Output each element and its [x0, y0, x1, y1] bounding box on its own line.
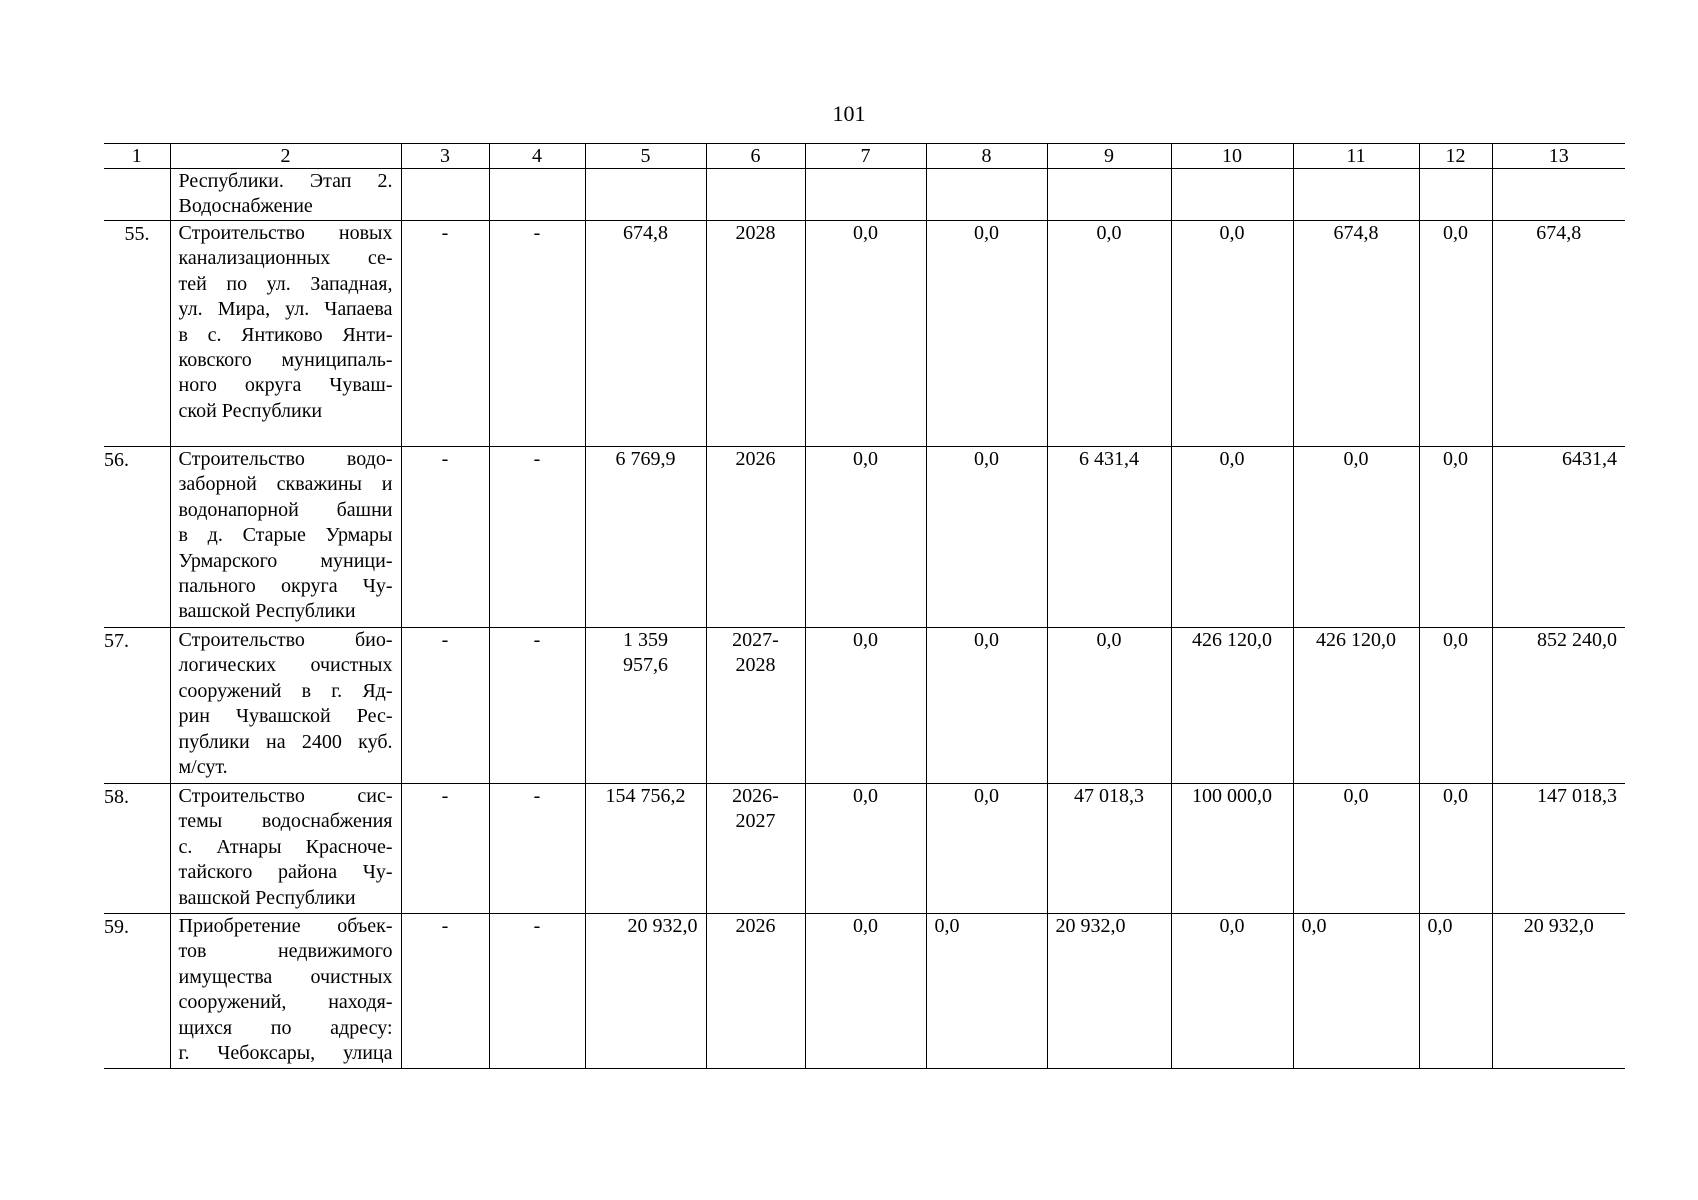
- cell: [1492, 169, 1625, 221]
- cell: -: [489, 447, 585, 628]
- row-name: [170, 221, 401, 447]
- table-row: [104, 447, 1625, 628]
- cell: 0,0: [1419, 221, 1492, 447]
- cell: 0,0: [805, 784, 926, 914]
- cell: [1419, 169, 1492, 221]
- cell: 0,0: [1419, 784, 1492, 914]
- row-name-line: щихся по адресу:: [178, 1016, 393, 1039]
- cell: 0,0: [1419, 447, 1492, 628]
- cell: 0,0: [1047, 628, 1171, 784]
- column-header-7: 7: [805, 144, 926, 169]
- cell-line: 2026-: [732, 785, 779, 807]
- row-name-line: г. Чебоксары, улица: [178, 1042, 393, 1065]
- row-name-line: Урмарского муници-: [178, 549, 393, 572]
- column-header-6: 6: [706, 144, 805, 169]
- row-number: [104, 169, 170, 221]
- cell: [489, 169, 585, 221]
- cell: 6431,4: [1492, 447, 1625, 628]
- row-name-line: Приобретение объек-: [178, 915, 393, 937]
- cell: 147 018,3: [1492, 784, 1625, 914]
- cell: 0,0: [1171, 914, 1293, 1069]
- column-header-12: 12: [1419, 144, 1492, 169]
- column-header-8: 8: [926, 144, 1047, 169]
- cell: 0,0: [1171, 447, 1293, 628]
- cell: 852 240,0: [1492, 628, 1625, 784]
- row-name-line: вашской Республики: [178, 886, 356, 909]
- row-name-line: вашской Республики: [178, 600, 356, 623]
- cell: [1293, 169, 1419, 221]
- row-number: 59.: [104, 914, 170, 1069]
- column-header-1: 1: [104, 144, 170, 169]
- row-name-line: с. Атнары Красноче-: [178, 835, 393, 858]
- row-name-line: заборной скважины и: [178, 473, 393, 496]
- cell: [401, 169, 489, 221]
- row-name: [170, 914, 401, 1069]
- row-number: 57.: [104, 628, 170, 784]
- row-number: 55.: [104, 221, 170, 447]
- cell: 0,0: [1047, 221, 1171, 447]
- row-number: 58.: [104, 784, 170, 914]
- cell: 0,0: [926, 447, 1047, 628]
- cell: [805, 169, 926, 221]
- cell: -: [489, 221, 585, 447]
- cell: [706, 628, 805, 784]
- table-row: [104, 221, 1625, 447]
- row-name-line: в с. Янтиково Янти-: [178, 323, 393, 346]
- cell: -: [489, 628, 585, 784]
- cell: -: [401, 914, 489, 1069]
- cell: 6 769,9: [585, 447, 706, 628]
- row-name: [170, 169, 401, 221]
- row-name-line: логических очистных: [178, 654, 393, 677]
- cell: -: [401, 221, 489, 447]
- row-name: [170, 447, 401, 628]
- cell-line: 1 359: [623, 629, 668, 651]
- cell: [706, 784, 805, 914]
- cell: 0,0: [1419, 914, 1492, 1069]
- cell: -: [489, 914, 585, 1069]
- cell: 426 120,0: [1171, 628, 1293, 784]
- row-name-line: имущества очистных: [178, 965, 393, 988]
- row-name-line: публики на 2400 куб.: [178, 730, 393, 753]
- row-name-line: Водоснабжение: [178, 195, 313, 218]
- row-name-line: пального округа Чу-: [178, 575, 393, 598]
- cell: 0,0: [926, 628, 1047, 784]
- cell: [585, 628, 706, 784]
- column-header-11: 11: [1293, 144, 1419, 169]
- cell: 0,0: [805, 628, 926, 784]
- row-name-line: сооружений, находя-: [178, 991, 393, 1014]
- cell: 47 018,3: [1047, 784, 1171, 914]
- cell-line: 957,6: [623, 654, 668, 677]
- cell: 0,0: [1171, 221, 1293, 447]
- cell: 0,0: [1419, 628, 1492, 784]
- row-name-line: Республики. Этап 2.: [178, 170, 393, 192]
- data-table: [104, 143, 1625, 1069]
- cell: 6 431,4: [1047, 447, 1171, 628]
- row-name-line: Строительство сис-: [178, 785, 393, 807]
- table-row: [104, 914, 1625, 1069]
- cell: 0,0: [926, 221, 1047, 447]
- cell: 2026: [706, 447, 805, 628]
- row-name-line: канализационных се-: [178, 247, 393, 270]
- table-row: [104, 169, 1625, 221]
- column-header-13: 13: [1492, 144, 1625, 169]
- row-name-line: ковского муниципаль-: [178, 349, 393, 372]
- cell: [926, 169, 1047, 221]
- cell: [706, 169, 805, 221]
- page-number: 101: [832, 101, 866, 126]
- row-name-line: водонапорной башни: [178, 498, 393, 521]
- row-name-line: тайского района Чу-: [178, 861, 393, 884]
- cell: 0,0: [1293, 784, 1419, 914]
- column-header-4: 4: [489, 144, 585, 169]
- cell: 0,0: [1293, 914, 1419, 1069]
- cell: 0,0: [805, 221, 926, 447]
- cell: 100 000,0: [1171, 784, 1293, 914]
- row-name-line: м/сут.: [178, 756, 228, 779]
- cell: -: [401, 447, 489, 628]
- row-name: [170, 784, 401, 914]
- header-row: [104, 144, 1625, 169]
- cell: 0,0: [1293, 447, 1419, 628]
- cell: 0,0: [926, 914, 1047, 1069]
- row-name-line: Строительство новых: [178, 222, 393, 244]
- cell: 2028: [706, 221, 805, 447]
- table-row: [104, 784, 1625, 914]
- row-name-line: ного округа Чуваш-: [178, 374, 393, 397]
- cell: 0,0: [926, 784, 1047, 914]
- cell: [1171, 169, 1293, 221]
- cell: -: [401, 784, 489, 914]
- cell: 20 932,0: [585, 914, 706, 1069]
- table-row: [104, 628, 1625, 784]
- cell: [1047, 169, 1171, 221]
- cell: 0,0: [805, 914, 926, 1069]
- column-header-9: 9: [1047, 144, 1171, 169]
- cell: 2026: [706, 914, 805, 1069]
- cell: 0,0: [805, 447, 926, 628]
- row-name-line: сооружений в г. Яд-: [178, 679, 393, 702]
- row-name-line: тей по ул. Западная,: [178, 272, 393, 295]
- row-name: [170, 628, 401, 784]
- cell: 674,8: [1492, 221, 1625, 447]
- cell: [585, 169, 706, 221]
- row-name-line: Строительство био-: [178, 629, 393, 651]
- cell: 674,8: [1293, 221, 1419, 447]
- cell: 154 756,2: [585, 784, 706, 914]
- row-name-line: ской Республики: [178, 399, 323, 422]
- column-header-2: 2: [170, 144, 401, 169]
- cell: 20 932,0: [1492, 914, 1625, 1069]
- row-name-line: Строительство водо-: [178, 448, 393, 470]
- row-name-line: в д. Старые Урмары: [178, 524, 393, 547]
- cell-line: 2028: [735, 654, 776, 677]
- cell: -: [489, 784, 585, 914]
- cell: 20 932,0: [1047, 914, 1171, 1069]
- column-header-3: 3: [401, 144, 489, 169]
- cell-line: 2027-: [732, 629, 779, 651]
- cell: 674,8: [585, 221, 706, 447]
- row-name-line: тов недвижимого: [178, 940, 393, 963]
- cell-line: 2027: [735, 810, 776, 833]
- column-header-5: 5: [585, 144, 706, 169]
- row-number: 56.: [104, 447, 170, 628]
- row-name-line: ул. Мира, ул. Чапаева: [178, 298, 393, 321]
- row-name-line: темы водоснабжения: [178, 810, 393, 833]
- cell: -: [401, 628, 489, 784]
- column-header-10: 10: [1171, 144, 1293, 169]
- row-name-line: рин Чувашской Рес-: [178, 705, 393, 728]
- cell: 426 120,0: [1293, 628, 1419, 784]
